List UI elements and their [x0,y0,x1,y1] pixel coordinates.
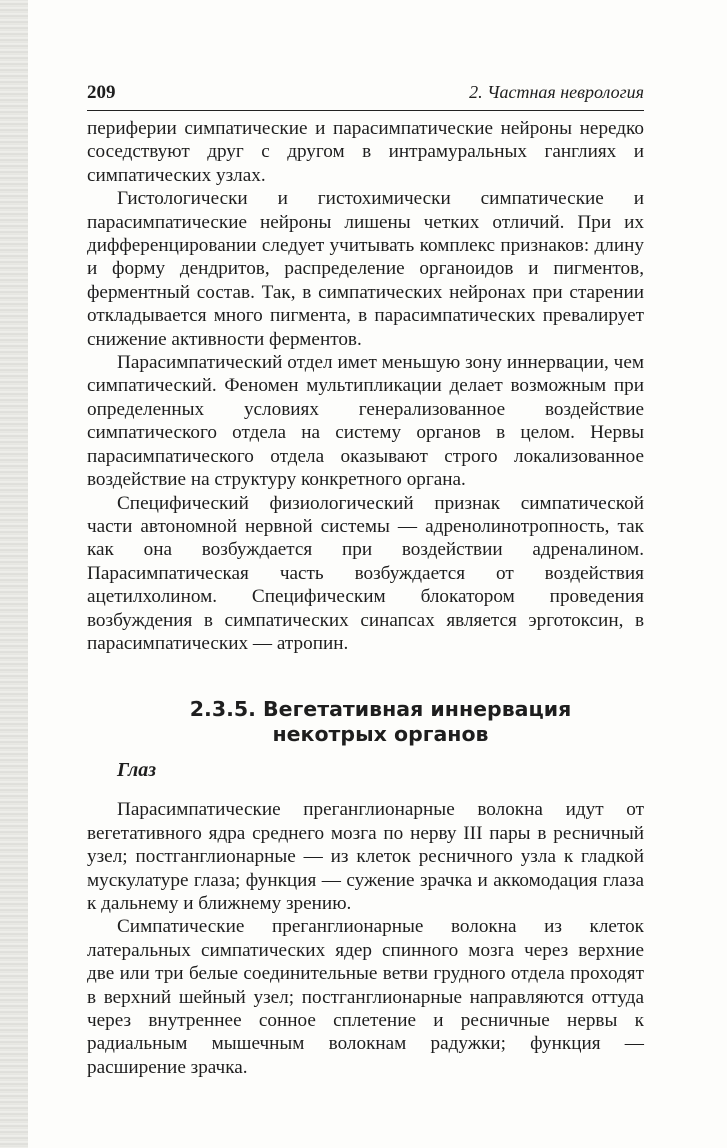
body-text-top [87,117,644,655]
page-number: 209 [87,82,116,103]
section-heading-line-1: 2.3.5. Вегетативная иннервация [189,697,572,722]
body-text-bottom [87,798,644,1079]
subsection-heading: Глаз [117,759,157,782]
running-head [87,82,644,111]
section-heading [117,697,644,747]
section-heading-line-2: некотрых органов [272,722,489,747]
paragraph-continued: периферии симпатические и парасимпатические нейроны нередко соседствуют друг с другом в интрамуральных ганглиях и симпатических узлах. [87,118,644,186]
paragraph: Парасимпатические преганглионарные волокна идут от вегетативного ядра среднего мозга по нерву III пары в ресничный узел; постганглионарные — из клеток ресничного узла к гладкой мускулатуре глаза; функция — сужение зрачка и аккомодация глаза к дальнему и ближнему зрению. [87,799,644,914]
paragraph: Парасимпатический отдел имет меньшую зону иннервации, чем симпатический. Феномен мультипликации делает возможным при определенных условиях генерализованное воздействие симпатического отдела на систему органов в целом. Нервы парасимпатического отдела оказывают строго локализованное воздействие на структуру конкретного органа. [87,352,644,491]
scan-edge-shadow [0,0,28,1148]
book-page [87,82,644,1079]
paragraph: Специфический физиологический признак симпатической части автономной нервной системы — адренолинотропность, так как она возбуждается при воздействии адреналином. Парасимпатическая часть возбуждается от воздействия ацетилхолином. Специфическим блокатором проведения возбуждения в симпатических синапсах является эрготоксин, в парасимпатических — атропин. [87,492,644,654]
paragraph: Симпатические преганглионарные волокна из клеток латеральных симпатических ядер спинного мозга через верхние две или три белые соединительные ветви грудного отдела проходят в верхний шейный узел; постганглионарные направляются оттуда через внутреннее сонное сплетение и ресничные нервы к радиальным мышечным волокнам радужки; функция — расширение зрачка. [87,916,644,1078]
paragraph: Гистологически и гистохимически симпатические и парасимпатические нейроны лишены четких отличий. При их дифференцировании следует учитывать комплекс признаков: длину и форму дендритов, распределение органоидов и пигментов, ферментный состав. Так, в симпатических нейронах при старении откладывается много пигмента, в парасимпатических превалирует снижение активности ферментов. [87,188,644,350]
running-head-section: 2. Частная неврология [469,82,644,102]
